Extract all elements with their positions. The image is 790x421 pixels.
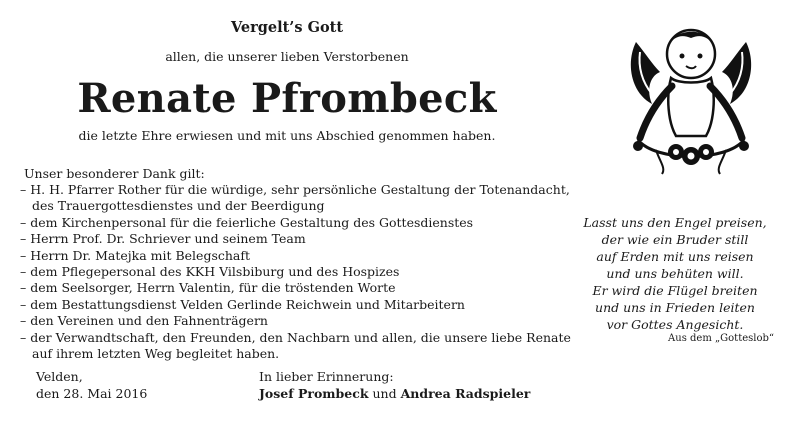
intro-line: allen, die unserer lieben Verstorbenen (165, 49, 409, 64)
poem-line: Lasst uns den Engel preisen, (583, 215, 767, 230)
poem-line: Er wird die Flügel breiten (592, 283, 758, 298)
mourner-name: Josef Prombeck (259, 386, 369, 401)
thanks-item: – der Verwandtschaft, den Freunden, den Nachbarn und allen, die unsere liebe Renate auf ihrem letzten Weg begleitet haben. (20, 329, 571, 362)
date: den 28. Mai 2016 (36, 386, 148, 401)
mourner-name: Andrea Radspieler (400, 386, 531, 401)
thanks-item: – dem Pflegepersonal des KKH Vilsbiburg und des Hospizes (20, 264, 400, 280)
poem-line: vor Gottes Angesicht. (606, 317, 744, 332)
poem (570, 214, 780, 333)
thanks-item: – dem Bestattungsdienst Velden Gerlinde Reichwein und Mitarbeitern (20, 296, 465, 312)
thanks-item: – Herrn Prof. Dr. Schriever und seinem Team (20, 231, 306, 247)
thanks-item: – dem Kirchenpersonal für die feierliche Gestaltung des Gottesdienstes (20, 214, 474, 230)
place: Velden, (36, 369, 83, 384)
poem-line: und uns in Frieden leiten (595, 300, 755, 315)
thanks-list (20, 182, 580, 362)
poem-line: auf Erden mit uns reisen (596, 249, 754, 264)
subtitle-line: die letzte Ehre erwiesen und mit uns Abschied genommen haben. (78, 128, 496, 143)
deceased-name: Renate Pfrombeck (77, 75, 497, 122)
poem-line: der wie ein Bruder still (601, 232, 749, 247)
memory-label: In lieber Erinnerung: (259, 369, 394, 384)
thanks-item: – den Vereinen und den Fahnenträgern (20, 313, 268, 329)
mourners (259, 385, 530, 402)
thanks-item: – dem Seelsorger, Herrn Valentin, für die tröstenden Worte (20, 280, 396, 296)
thanks-item: – Herrn Dr. Matejka mit Belegschaft (20, 247, 251, 263)
vergelts-gott-heading: Vergelt’s Gott (230, 19, 344, 36)
angel-icon (616, 12, 766, 182)
mourner-connector: und (368, 386, 401, 401)
thanks-item: – H. H. Pfarrer Rother für die würdige, sehr persönliche Gestaltung der Totenandacht, des Trauergottesdienstes und der Beerdigung (20, 182, 570, 214)
in-memory-block (259, 368, 530, 402)
poem-line: und uns behüten will. (606, 266, 744, 281)
poem-source: Aus dem „Gotteslob“ (668, 333, 774, 344)
thanks-heading: Unser besonderer Dank gilt: (24, 166, 205, 181)
place-date (36, 368, 147, 402)
